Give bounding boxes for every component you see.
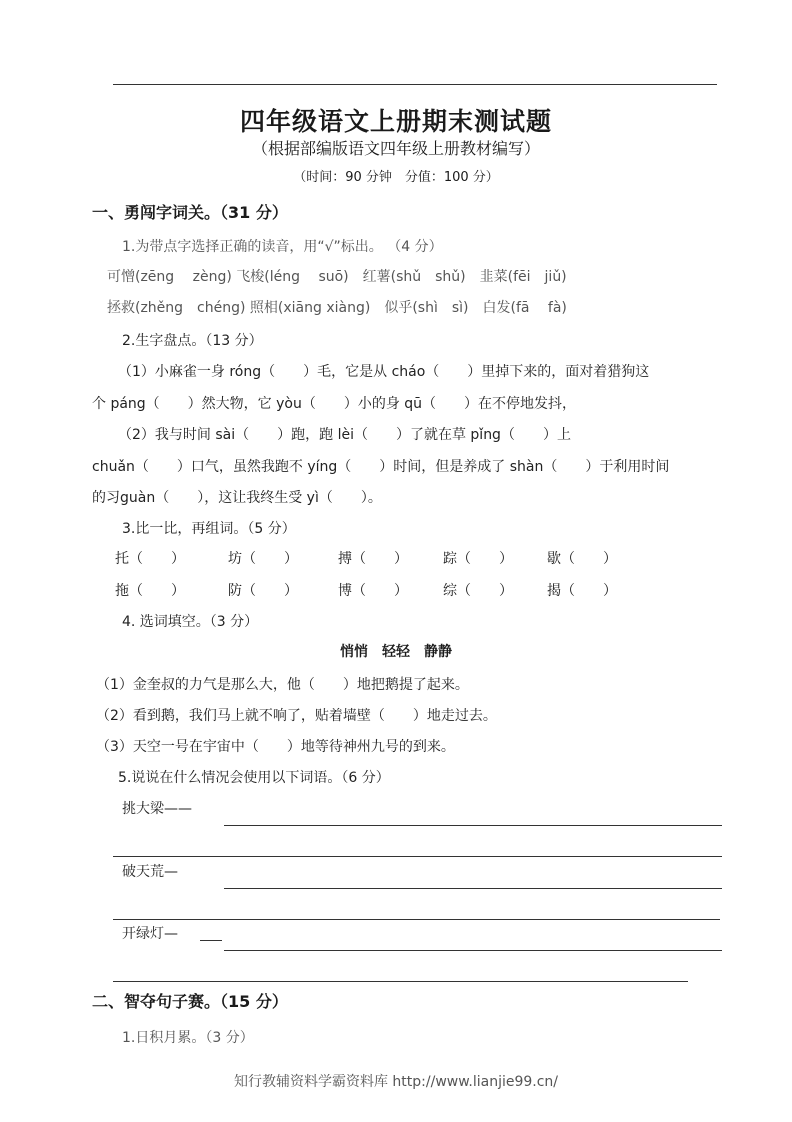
answer-line [200, 940, 222, 941]
q3-item: 综（ ） [443, 583, 513, 599]
answer-line [113, 981, 688, 982]
q3-item: 踪（ ） [443, 551, 513, 567]
q2-line-1: （1）小麻雀一身 róng（ ）毛，它是从 cháo（ ）里掉下来的，面对着猎狗这 [118, 364, 650, 380]
footer-watermark: 知行教辅资料学霸资料库 http://www.lianjie99.cn/ [233, 1074, 559, 1090]
q5-word-3: 开绿灯— [122, 926, 178, 942]
q4-sentence-3: （3）天空一号在宇宙中（ ）地等待神州九号的到来。 [96, 739, 455, 755]
q5-word-2: 破天荒— [122, 864, 178, 880]
answer-line [113, 856, 722, 857]
q3-item: 托（ ） [115, 551, 185, 567]
answer-line [224, 950, 722, 951]
q1-row-2: 拯救(zhěng chéng) 照相(xiāng xiàng) 似乎(shì sì) 白发(fā fà) [107, 300, 567, 316]
answer-line [113, 919, 720, 920]
q4-sentence-2: （2）看到鹅，我们马上就不响了，贴着墙壁（ ）地走过去。 [96, 708, 497, 724]
exam-time-score: （时间：90 分钟 分值：100 分） [293, 170, 499, 185]
q4-word-choices: 悄悄 轻轻 静静 [340, 644, 452, 660]
q3-item: 搏（ ） [338, 551, 408, 567]
q3-item: 防（ ） [228, 583, 298, 599]
section-1-heading: 一、勇闯字词关。（31 分） [92, 203, 288, 222]
q3-item: 博（ ） [338, 583, 408, 599]
answer-line [224, 888, 722, 889]
s2-q1-prompt: 1.日积月累。（3 分） [122, 1030, 254, 1046]
q3-prompt: 3.比一比，再组词。（5 分） [122, 521, 296, 537]
page-subtitle: （根据部编版语文四年级上册教材编写） [251, 139, 540, 158]
answer-line [224, 825, 722, 826]
q4-prompt: 4. 选词填空。（3 分） [122, 614, 259, 630]
q5-word-1: 挑大梁—— [122, 801, 192, 817]
q3-item: 拖（ ） [115, 583, 185, 599]
q1-row-1: 可憎(zēng zèng) 飞梭(léng suō) 红薯(shǔ shǔ) 韭菜(fēi jiǔ) [107, 269, 567, 285]
q2-line-2: 个 páng（ ）然大物，它 yòu（ ）小的身 qū（ ）在不停地发抖， [92, 396, 577, 412]
q4-sentence-1: （1）金奎叔的力气是那么大，他（ ）地把鹅提了起来。 [96, 677, 469, 693]
q3-item: 歇（ ） [547, 551, 617, 567]
q2-line-3: （2）我与时间 sài（ ）跑，跑 lèi（ ）了就在草 pǐng（ ）上 [118, 427, 571, 443]
q2-line-5: 的习guàn（ ），这让我终生受 yì（ ）。 [92, 490, 382, 506]
top-rule [113, 84, 717, 85]
q3-item: 揭（ ） [547, 583, 617, 599]
section-2-heading: 二、智夺句子赛。（15 分） [92, 992, 288, 1011]
q3-item: 坊（ ） [228, 551, 298, 567]
q1-prompt: 1.为带点字选择正确的读音，用“√”标出。 （4 分） [122, 239, 443, 255]
q2-line-4: chuǎn（ ）口气，虽然我跑不 yíng（ ）时间，但是养成了 shàn（ ）于利用时间 [92, 459, 670, 475]
q5-prompt: 5.说说在什么情况会使用以下词语。（6 分） [118, 770, 390, 786]
q2-prompt: 2.生字盘点。（13 分） [122, 333, 263, 349]
page-title: 四年级语文上册期末测试题 [239, 107, 552, 136]
